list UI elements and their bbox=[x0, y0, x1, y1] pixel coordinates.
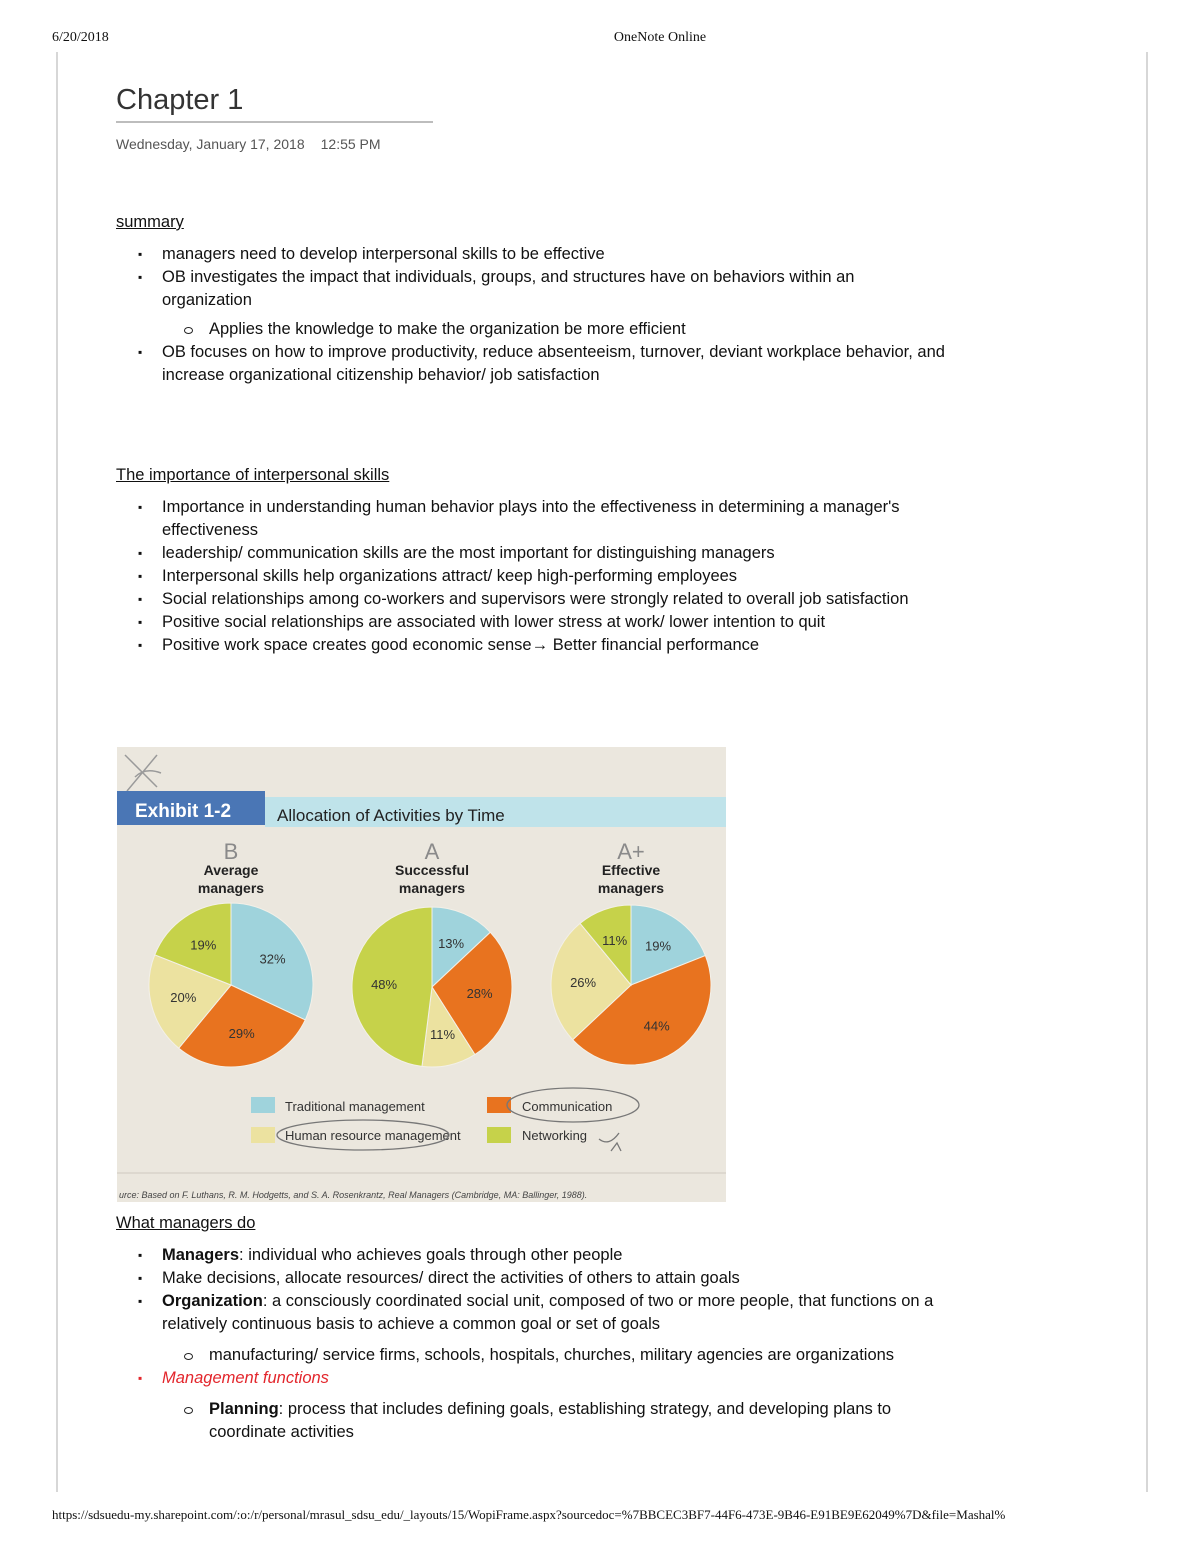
managers-list bbox=[116, 1244, 946, 1444]
pie-title-line1: Effective bbox=[601, 862, 661, 878]
summary-section[interactable] bbox=[116, 211, 946, 387]
page-title[interactable]: Chapter 1 bbox=[116, 84, 244, 116]
legend-hr: Human resource management bbox=[285, 1128, 461, 1143]
pie-label-traditional: 13% bbox=[438, 935, 465, 951]
print-date: 6/20/2018 bbox=[52, 30, 109, 45]
list-item: ▪ Positive social relationships are associated with lower stress at work/ lower intention to quit bbox=[116, 611, 946, 634]
exhibit-title: Allocation of Activities by Time bbox=[277, 806, 505, 825]
legend-traditional: Traditional management bbox=[285, 1099, 425, 1114]
pie-label-communication: 44% bbox=[643, 1018, 670, 1034]
legend-swatch-networking bbox=[487, 1127, 511, 1143]
list-item: ▪ OB focuses on how to improve productivity, reduce absenteeism, turnover, deviant workplace behavior, and increase organizational citizenship behavior/ job satisfaction bbox=[116, 341, 946, 387]
pie-label-hr: 11% bbox=[429, 1026, 456, 1042]
handwritten-grade: B bbox=[223, 839, 239, 864]
term-organization: Organization bbox=[162, 1292, 263, 1310]
exhibit-figure bbox=[117, 747, 726, 1202]
legend-networking: Networking bbox=[522, 1128, 588, 1143]
exhibit-source: urce: Based on F. Luthans, R. M. Hodgetts, and S. A. Rosenkrantz, Real Managers (Cambridge, MA: Ballinger, 1988). bbox=[119, 1190, 588, 1200]
sub-list-item: Applies the knowledge to make the organization be more efficient bbox=[116, 318, 946, 341]
exhibit-number: Exhibit 1-2 bbox=[135, 801, 232, 822]
title-underline bbox=[116, 121, 433, 123]
pie-title-line1: Successful bbox=[395, 862, 469, 878]
pie-label-networking: 19% bbox=[190, 937, 217, 953]
handwritten-grade: A bbox=[424, 839, 440, 864]
term-planning: Planning bbox=[209, 1400, 279, 1418]
pie-title-line1: Average bbox=[203, 862, 259, 878]
page-time: 12:55 PM bbox=[320, 136, 381, 152]
pie-label-hr: 20% bbox=[170, 990, 197, 1006]
summary-heading: summary bbox=[116, 213, 184, 231]
print-app-name: OneNote Online bbox=[613, 30, 707, 45]
pie-title-line2: managers bbox=[597, 880, 665, 896]
legend-swatch-hr bbox=[251, 1127, 275, 1143]
pie-label-traditional: 32% bbox=[259, 951, 286, 967]
handwritten-grade: A+ bbox=[617, 839, 645, 864]
list-item-management-functions: ▪ Management functions bbox=[116, 1367, 946, 1390]
list-item: ▪ Importance in understanding human behavior plays into the effectiveness in determining a manager's effectiveness bbox=[116, 496, 946, 542]
sub-list-item: manufacturing/ service firms, schools, hospitals, churches, military agencies are organizations bbox=[116, 1344, 946, 1367]
managers-heading: What managers do bbox=[116, 1214, 256, 1232]
term-managers: Managers bbox=[162, 1246, 240, 1264]
list-item: ▪ leadership/ communication skills are the most important for distinguishing managers bbox=[116, 542, 946, 565]
exhibit-photo bbox=[117, 747, 726, 1202]
definition-text: : process that includes defining goals, establishing strategy, and developing plans to coordinate activities bbox=[209, 1400, 892, 1441]
list-item: ▪ OB investigates the impact that individuals, groups, and structures have on behaviors within an organization bbox=[116, 266, 946, 312]
print-header bbox=[0, 30, 1200, 50]
definition-text: : a consciously coordinated social unit, composed of two or more people, that functions on a relatively continuous basis to achieve a common goal or set of goals bbox=[162, 1292, 934, 1333]
pie-label-networking: 48% bbox=[371, 977, 398, 992]
pie-label-communication: 29% bbox=[228, 1026, 255, 1041]
definition-text: : individual who achieves goals through other people bbox=[239, 1246, 623, 1264]
legend-communication: Communication bbox=[522, 1099, 613, 1114]
print-footer-url: https://sdsuedu-my.sharepoint.com/:o:/r/personal/mrasul_sdsu_edu/_layouts/15/WopiFrame.aspx?sourcedoc=%7BBCEC3BF7-44F6-473E-9B46-E91BE9E62049%7D&file=Mashal% bbox=[52, 1507, 1006, 1522]
summary-list bbox=[116, 243, 946, 387]
page-timestamp bbox=[116, 136, 381, 152]
list-item: ▪ Interpersonal skills help organizations attract/ keep high-performing employees bbox=[116, 565, 946, 588]
list-item bbox=[116, 1290, 946, 1336]
pie-charts bbox=[149, 839, 711, 1067]
list-item: ▪ Make decisions, allocate resources/ direct the activities of others to attain goals bbox=[116, 1267, 946, 1290]
pie-title-line2: managers bbox=[197, 880, 265, 896]
pie-label-traditional: 19% bbox=[644, 938, 672, 954]
pie-label-networking: 11% bbox=[602, 932, 628, 948]
pie-title-line2: managers bbox=[398, 880, 466, 896]
legend-swatch-traditional bbox=[251, 1097, 275, 1113]
importance-list bbox=[116, 496, 946, 657]
page-date: Wednesday, January 17, 2018 bbox=[116, 136, 305, 152]
list-item bbox=[116, 1244, 946, 1267]
pie-label-communication: 28% bbox=[466, 986, 493, 1001]
pie-label-hr: 26% bbox=[570, 975, 597, 990]
importance-heading: The importance of interpersonal skills bbox=[116, 466, 390, 484]
sub-list-item bbox=[116, 1398, 946, 1444]
list-item: ▪ Positive work space creates good economic sense→ Better financial performance bbox=[116, 634, 946, 657]
list-item: ▪ managers need to develop interpersonal skills to be effective bbox=[116, 243, 946, 266]
importance-section[interactable] bbox=[116, 464, 946, 657]
managers-section[interactable] bbox=[116, 1212, 946, 1444]
list-item: ▪ Social relationships among co-workers and supervisors were strongly related to overall job satisfaction bbox=[116, 588, 946, 611]
